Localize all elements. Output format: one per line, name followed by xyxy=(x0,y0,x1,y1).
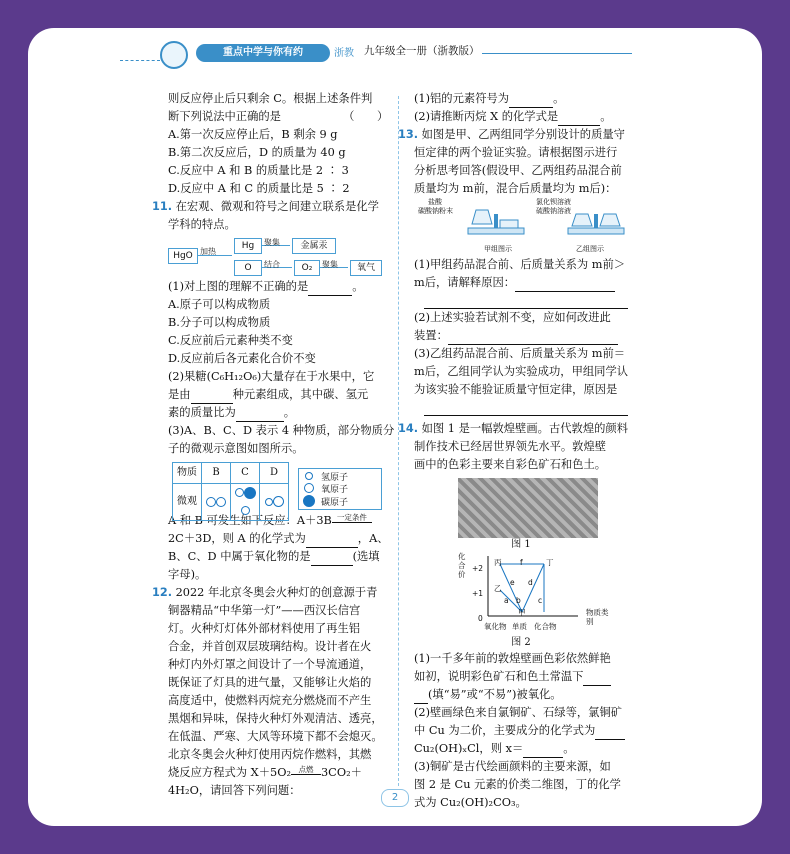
q10-option: C.反应中 A 和 B 的质量比是 2 ∶ 3 xyxy=(168,164,349,177)
answer-line[interactable] xyxy=(424,399,628,416)
q12-sub-text: (2)请推断丙烷 X 的化学式是 xyxy=(414,110,559,123)
o-box: O xyxy=(234,260,262,276)
equation-text: 3CO₂＋ xyxy=(321,766,362,779)
edge-label: e xyxy=(510,578,515,587)
table-header: B xyxy=(202,463,231,484)
figure-1-caption: 图 1 xyxy=(511,539,531,550)
equation-text: B、C、D 中属于氧化物的是 xyxy=(168,550,311,563)
molecule-c-icon xyxy=(231,484,260,521)
q11-part2: (2)果糖(C₆H₁₂O₆)大量存在于水果中，它 xyxy=(168,370,375,383)
q11-part2-text: 素的质量比为 xyxy=(168,406,236,419)
q12-equation-end: 4H₂O，请回答下列问题： xyxy=(168,784,301,797)
q12-text: 黑烟和异味，保持火种灯外观清洁、透亮， xyxy=(168,712,383,725)
q12-sub2: (2)请推断丙烷 X 的化学式是 。 xyxy=(414,108,628,126)
x-axis-label: 物质类别 xyxy=(586,608,609,626)
q12-sub1: (1)铝的元素符号为 。 xyxy=(414,90,628,108)
balance-figure xyxy=(414,198,628,256)
point-label: 乙 xyxy=(494,584,502,593)
y-tick: 0 xyxy=(478,614,483,623)
q13-part-text: 为该实验不能验证质量守恒定律，原因是 xyxy=(414,383,618,396)
metal-box: 金属汞 xyxy=(292,238,336,254)
answer-blank[interactable] xyxy=(448,330,618,345)
q11-part2-cont: 素的质量比为 。 xyxy=(168,404,386,422)
answer-line[interactable] xyxy=(424,292,628,309)
q14-text: 如图 1 是一幅敦煌壁画。古代敦煌的颜料 xyxy=(421,422,629,435)
q11-option: A.原子可以构成物质 xyxy=(168,298,271,311)
molecule-figure xyxy=(168,462,386,512)
hgo-box: HgO xyxy=(168,248,198,264)
brand-pill: 重点中学与你有约 xyxy=(196,44,330,62)
legend-label: 氢原子 xyxy=(321,473,349,483)
q11-option: D.反应前后各元素化合价不变 xyxy=(168,352,316,365)
right-column xyxy=(398,90,629,812)
q11-stem xyxy=(152,198,386,216)
q12-text: 北京冬奥会火种灯使用丙烷作燃料，其燃 xyxy=(168,748,372,761)
molecule-table xyxy=(172,462,289,521)
page-number: 2 xyxy=(381,789,409,807)
q13-part2: (2)上述实验若试剂不变，应如何改进此 xyxy=(414,311,611,324)
q14-stem xyxy=(398,420,628,438)
q12-text: 灯。火种灯灯体外部材料使用了再生铝 xyxy=(168,622,361,635)
q10-option: A.第一次反应停止后，B 剩余 9 g xyxy=(168,128,338,141)
valence-chart xyxy=(414,552,628,636)
q13-part3: (3)乙组药品混合前、后质量关系为 m前＝ xyxy=(414,347,626,360)
answer-blank[interactable] xyxy=(523,743,563,758)
school-seal-icon xyxy=(160,41,188,69)
q11-option: B.分子可以构成物质 xyxy=(168,316,271,329)
answer-blank[interactable] xyxy=(509,93,553,108)
q14-part-text: (填“易”或“不易”)被氧化。 xyxy=(428,688,562,701)
equation-text: ，A、 xyxy=(357,532,389,545)
q11-stem-cont: 学科的特点。 xyxy=(168,218,236,231)
q14-part1 xyxy=(414,668,628,686)
x-tick: 氧化物 xyxy=(484,622,507,631)
q12-text: 种灯内外灯罩之间设计了一个导流通道， xyxy=(168,658,372,671)
answer-blank[interactable] xyxy=(236,407,284,422)
answer-blank[interactable] xyxy=(515,277,615,292)
oxygen-atom-icon xyxy=(304,483,314,493)
q13-part3 xyxy=(414,381,628,399)
q11-stem-text: 在宏观、微观和符号之间建立联系是化学 xyxy=(175,200,379,213)
q14-part2: (2)壁画绿色来自氯铜矿、石绿等，氯铜矿 xyxy=(414,706,623,719)
answer-blank[interactable] xyxy=(311,551,353,566)
figure-label: 氯化钡溶液 xyxy=(536,198,571,206)
header-dash xyxy=(120,60,160,62)
equation-text: 2C＋3D，则 A 的化学式为 xyxy=(168,532,306,545)
edge-label: d xyxy=(528,578,533,587)
q13-text: 如图是甲、乙两组同学分别设计的质量守 xyxy=(421,128,625,141)
q11-part3: 子的微观示意图如图所示。 xyxy=(168,442,304,455)
x-tick: 单质 xyxy=(512,622,527,631)
figure-caption: 甲组图示 xyxy=(484,245,512,253)
q12-text: 2022 年北京冬奥会火种灯的创意源于青 xyxy=(175,586,378,599)
equation-text: 烧反应方程式为 X＋5O₂ xyxy=(168,766,291,779)
answer-blank[interactable] xyxy=(308,281,352,296)
answer-blank[interactable] xyxy=(583,671,611,686)
q11-part2-cont xyxy=(168,386,386,404)
page-header xyxy=(120,38,640,68)
table-header: D xyxy=(260,463,289,484)
q13-text: 质量均为 m前，混合后质量均为 m后)： xyxy=(414,182,617,195)
answer-blank[interactable] xyxy=(191,389,233,404)
q12-equation xyxy=(168,764,386,782)
q12-text: 合金，并首创双层玻璃结构。设计者在火 xyxy=(168,640,372,653)
edge-label: b xyxy=(516,596,521,605)
q13-part-text: 装置： xyxy=(414,329,448,342)
combine-label: 结合 xyxy=(264,260,280,269)
point-label: 丙 xyxy=(494,558,502,567)
page-sheet xyxy=(28,28,762,826)
q12-sub-text: (1)铝的元素符号为 xyxy=(414,92,510,105)
mural-image xyxy=(458,478,598,538)
edge-label: a xyxy=(504,596,509,605)
q13-part1 xyxy=(414,274,628,292)
y-tick: +2 xyxy=(472,564,484,573)
q11-part2-text: 是由 xyxy=(168,388,191,401)
left-column xyxy=(152,90,395,800)
carbon-atom-icon xyxy=(303,495,315,507)
equation-text: A 和 B 可发生如下反应：A＋3B xyxy=(168,514,332,527)
q11-eq-line xyxy=(168,548,386,566)
y-axis-label: 化合价 xyxy=(458,552,466,579)
q11-part1-text: (1)对上图的理解不正确的是 xyxy=(168,280,309,293)
point-label: 丁 xyxy=(546,558,554,567)
q12-text: 高度适中，使燃料丙烷充分燃烧而不产生 xyxy=(168,694,372,707)
table-header: 物质 xyxy=(173,463,202,484)
q14-part-text: 中 Cu 为二价，主要成分的化学式为 xyxy=(414,724,596,737)
q12-number: 12. xyxy=(152,586,173,599)
q12-stem xyxy=(152,584,386,602)
atom-legend xyxy=(298,468,382,510)
q14-text: 画中的色彩主要来自彩色矿石和色土。 xyxy=(414,458,607,471)
q12-text: 既保证了灯具的进气量，又能够让火焰的 xyxy=(168,676,372,689)
edge-label: f xyxy=(520,558,523,567)
q14-part3: 图 2 是 Cu 元素的价类二维图，丁的化学 xyxy=(414,778,621,791)
q11-eq-line xyxy=(168,530,389,548)
q13-part2 xyxy=(414,327,628,345)
ignite-arrow: 点燃 xyxy=(291,766,321,775)
figure-label: 硫酸钠溶液 xyxy=(536,207,571,215)
q14-part-text: Cu₂(OH)ₓCl，则 x＝ xyxy=(414,742,524,755)
q12-text: 铜器精品“中华第一灯”——西汉长信宫 xyxy=(168,604,361,617)
answer-blank[interactable] xyxy=(595,725,625,740)
q13-text: 分析思考回答(假设甲、乙两组药品混合前 xyxy=(414,164,622,177)
q14-part-text: 如初，说明彩色矿石和色土常温下 xyxy=(414,670,584,683)
gather-label-2: 聚集 xyxy=(322,260,338,269)
q14-part2: Cu₂(OH)ₓCl，则 x＝ 。 xyxy=(414,740,628,758)
header-rule xyxy=(482,53,632,54)
legend-label: 氧原子 xyxy=(321,485,349,495)
molecule-b-icon xyxy=(202,484,231,521)
q11-eq-line: 字母)。 xyxy=(168,568,207,581)
q13-text: 恒定律的两个验证实验。请根据图示进行 xyxy=(414,146,618,159)
equation-text: (选填 xyxy=(352,550,380,563)
balance-yi-icon xyxy=(564,200,628,242)
q13-part1: (1)甲组药品混合前、后质量关系为 m前＞ xyxy=(414,258,626,271)
q11-part2-text: 种元素组成，其中碳、氢元 xyxy=(232,388,369,401)
q11-option: C.反应前后元素种类不变 xyxy=(168,334,293,347)
figure-2-caption: 图 2 xyxy=(511,637,531,648)
y-tick: +1 xyxy=(472,589,484,598)
q14-text: 制作技术已经居世界领先水平。敦煌壁 xyxy=(414,440,607,453)
gather-label-1: 聚集 xyxy=(264,238,280,247)
q12-text: 在低温、严寒、大风等环境下都不会熄灭。 xyxy=(168,730,383,743)
q13-number: 13. xyxy=(398,128,419,141)
answer-blank[interactable] xyxy=(558,111,600,126)
heat-label: 加热 xyxy=(200,247,216,256)
figure-label: 碳酸钠粉末 xyxy=(418,207,453,215)
q14-part3: 式为 Cu₂(OH)₂CO₃。 xyxy=(414,796,527,809)
molecule-d-icon xyxy=(260,484,289,521)
q11-number: 11. xyxy=(152,200,173,213)
point-label: 甲 xyxy=(518,608,526,617)
q10-line: 则反应停止后只剩余 C。根据上述条件判 xyxy=(168,92,373,105)
o2-box: O₂ xyxy=(294,260,320,276)
q14-part3: (3)铜矿是古代绘画颜料的主要来源，如 xyxy=(414,760,611,773)
q10-line: 断下列说法中正确的是 （ ） xyxy=(168,110,389,123)
edition-tag: 浙教 xyxy=(334,48,354,59)
answer-blank[interactable] xyxy=(414,689,428,704)
q14-part1 xyxy=(414,686,628,704)
book-subtitle: 九年级全一册（浙教版） xyxy=(364,45,480,57)
q13-part-text: m后，请解释原因： xyxy=(414,276,516,289)
hydrogen-atom-icon xyxy=(305,472,313,480)
legend-label: 碳原子 xyxy=(321,498,349,508)
q14-part2 xyxy=(414,722,628,740)
q13-part3: m后，乙组同学认为实验成功，甲组同学认 xyxy=(414,365,629,378)
column-divider xyxy=(398,96,399,786)
answer-blank[interactable] xyxy=(306,533,358,548)
x-tick: 化合物 xyxy=(534,622,557,631)
oxygen-box: 氧气 xyxy=(350,260,382,276)
q10-option: D.反应中 A 和 C 的质量比是 5 ∶ 2 xyxy=(168,182,350,195)
q11-part1: (1)对上图的理解不正确的是 。 xyxy=(168,278,386,296)
q14-number: 14. xyxy=(398,422,419,435)
figure-caption: 乙组图示 xyxy=(576,245,604,253)
balance-jia-icon xyxy=(464,200,528,242)
table-header: C xyxy=(231,463,260,484)
q11-part3: (3)A、B、C、D 表示 4 种物质，部分物质分 xyxy=(168,424,395,437)
hg-box: Hg xyxy=(234,238,262,254)
q13-stem xyxy=(398,126,628,144)
reaction-diagram xyxy=(168,238,386,276)
edge-label: c xyxy=(538,596,543,605)
condition-arrow: 一定条件 xyxy=(332,514,372,523)
q10-option: B.第二次反应后，D 的质量为 40 g xyxy=(168,146,346,159)
figure-label: 盐酸 xyxy=(428,198,442,206)
table-row-label: 微观 xyxy=(173,484,202,521)
q14-part1: (1)一千多年前的敦煌壁画色彩依然鲜艳 xyxy=(414,652,611,665)
